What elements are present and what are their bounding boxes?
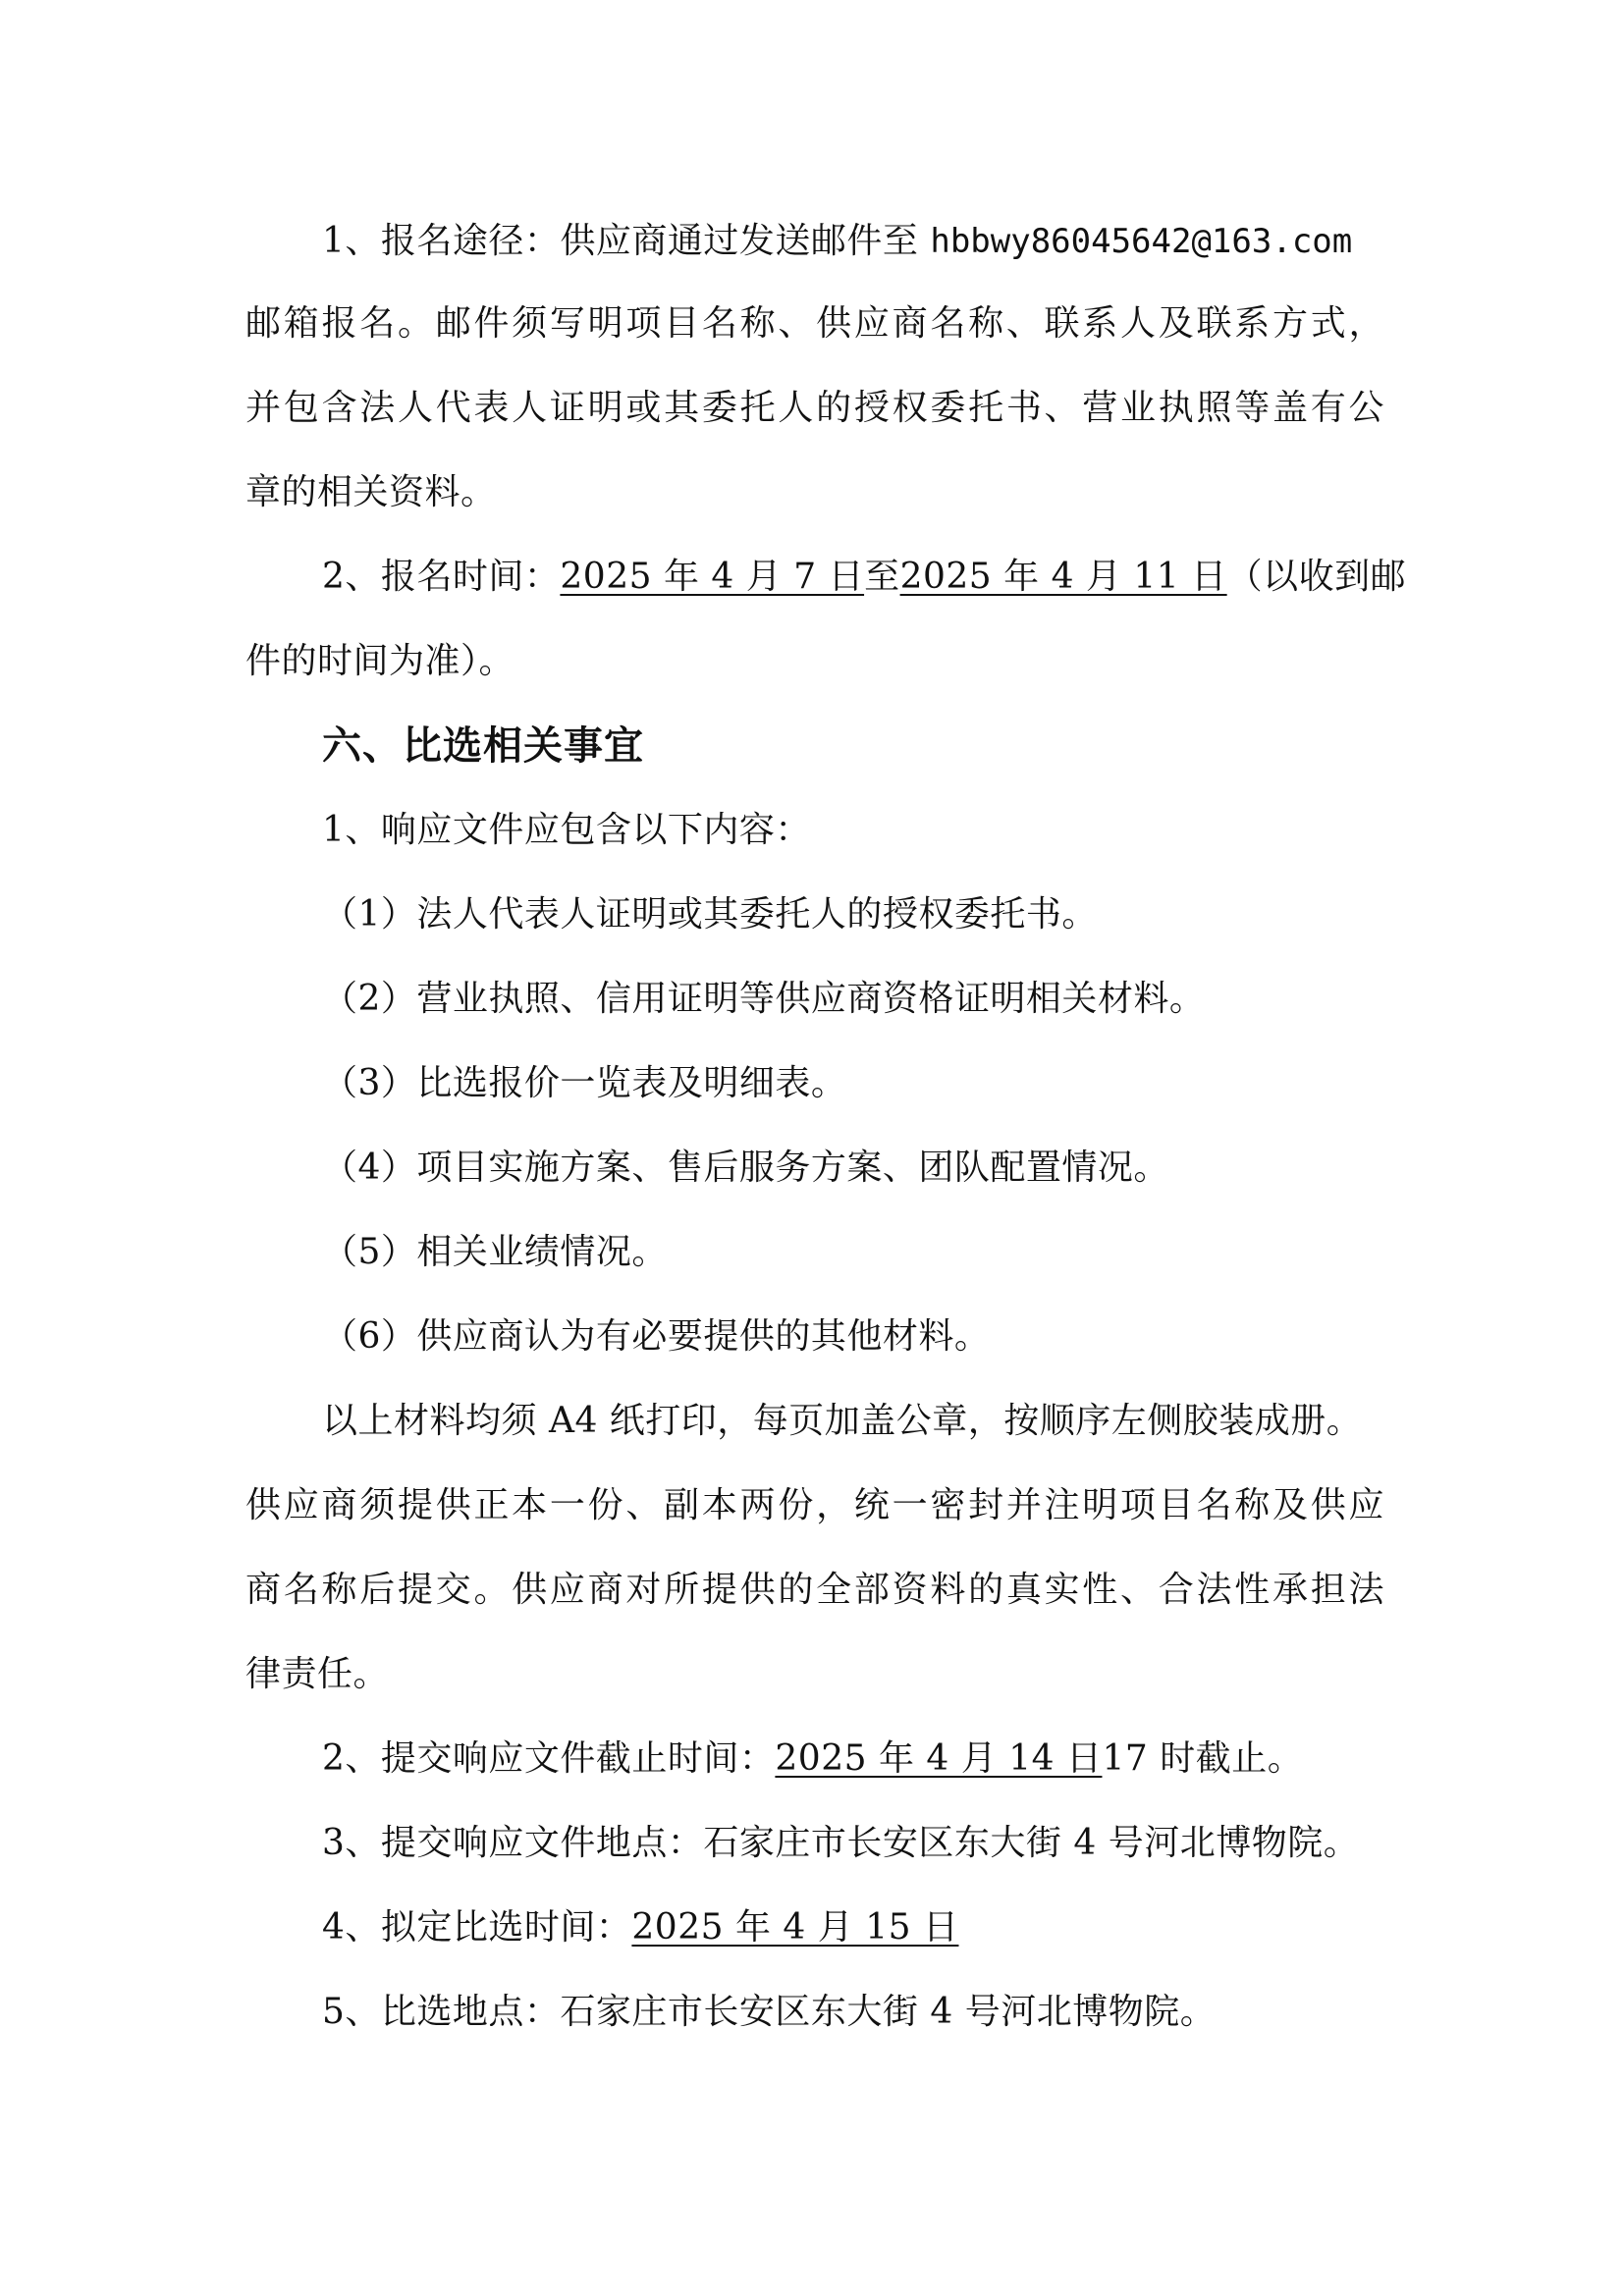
registration-end-date: 2025 年 4 月 11 日 — [899, 557, 1227, 597]
registration-start-date: 2025 年 4 月 7 日 — [560, 557, 865, 597]
registration-method-line-3: 并包含法人代表人证明或其委托人的授权委托书、营业执照等盖有公 — [245, 388, 1384, 428]
selection-time-line — [322, 1904, 1384, 1951]
submission-deadline-date: 2025 年 4 月 14 日 — [775, 1738, 1103, 1779]
registration-time-tail: （以收到邮 — [1226, 557, 1407, 597]
response-contents-intro: 1、响应文件应包含以下内容： — [322, 810, 811, 850]
content-item-2: （2）营业执照、信用证明等供应商资格证明相关材料。 — [322, 979, 1206, 1019]
registration-method-lead: 1、报名途径：供应商通过发送邮件至 — [322, 221, 931, 261]
content-item-6: （6）供应商认为有必要提供的其他材料。 — [322, 1316, 991, 1357]
content-item-3: （3）比选报价一览表及明细表。 — [322, 1063, 847, 1103]
registration-method-line-4: 章的相关资料。 — [245, 472, 497, 512]
content-item-4: （4）项目实施方案、售后服务方案、团队配置情况。 — [322, 1148, 1169, 1188]
content-item-5: （5）相关业绩情况。 — [322, 1232, 668, 1272]
materials-note-line-2: 供应商须提供正本一份、副本两份，统一密封并注明项目名称及供应 — [245, 1485, 1384, 1525]
submission-deadline-lead: 2、提交响应文件截止时间： — [322, 1738, 776, 1779]
registration-method-line-1 — [322, 218, 1384, 265]
selection-time-lead: 4、拟定比选时间： — [322, 1907, 632, 1948]
registration-time-line-1 — [322, 554, 1407, 601]
selection-date: 2025 年 4 月 15 日 — [631, 1907, 959, 1948]
materials-note-line-4: 律责任。 — [245, 1654, 390, 1694]
selection-location-line: 5、比选地点：石家庄市长安区东大街 4 号河北博物院。 — [322, 1992, 1217, 2032]
section-6-heading: 六、比选相关事宜 — [322, 723, 644, 769]
materials-note-line-1: 以上材料均须 A4 纸打印，每页加盖公章，按顺序左侧胶装成册。 — [322, 1401, 1363, 1441]
registration-time-line-2: 件的时间为准）。 — [245, 641, 515, 681]
submission-deadline-line — [322, 1735, 1384, 1783]
submission-deadline-tail: 17 时截止。 — [1102, 1738, 1304, 1779]
materials-note-line-3: 商名称后提交。供应商对所提供的全部资料的真实性、合法性承担法 — [245, 1570, 1384, 1610]
submission-location-line: 3、提交响应文件地点：石家庄市长安区东大街 4 号河北博物院。 — [322, 1823, 1360, 1863]
registration-method-line-2: 邮箱报名。邮件须写明项目名称、供应商名称、联系人及联系方式， — [245, 303, 1384, 344]
registration-time-middle: 至 — [864, 557, 900, 597]
registration-email: hbbwy86045642@163.com — [930, 222, 1353, 261]
content-item-1: （1）法人代表人证明或其委托人的授权委托书。 — [322, 894, 1098, 934]
registration-time-lead: 2、报名时间： — [322, 557, 561, 597]
